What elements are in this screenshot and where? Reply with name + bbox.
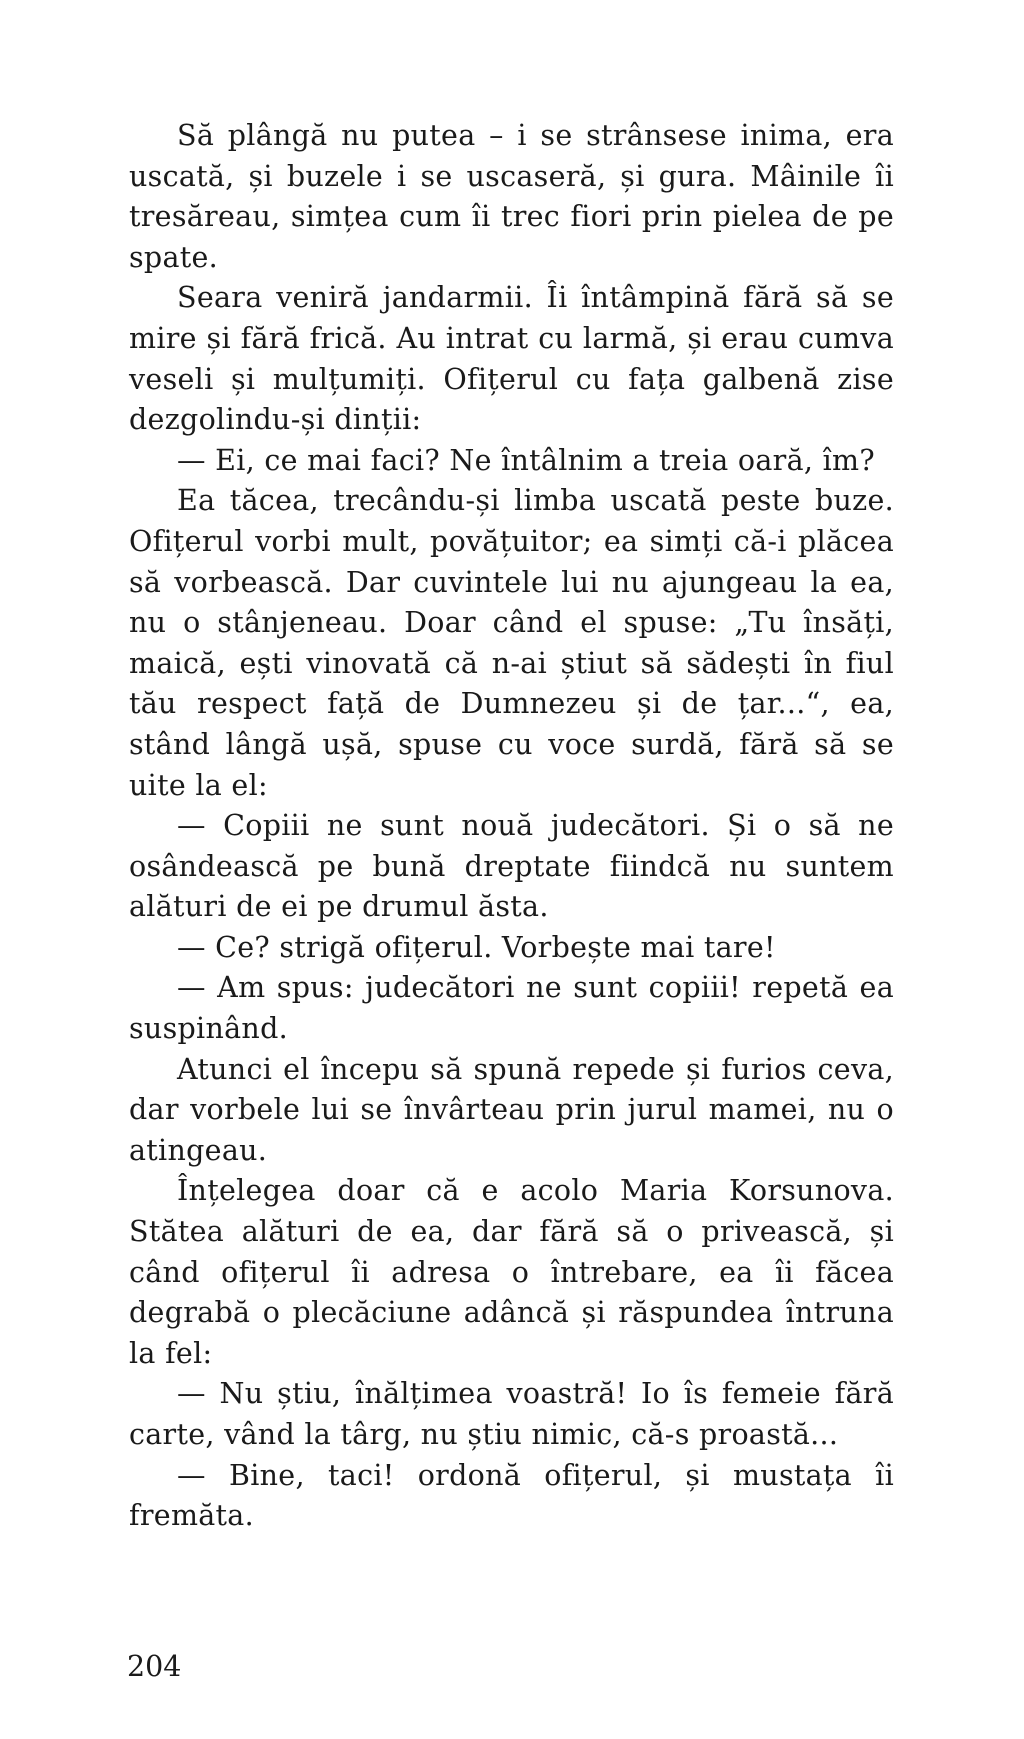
dialogue-paragraph: — Copiii ne sunt nouă judecători. Și o să ne osândească pe bună dreptate fiindcă nu suntem alături de ei pe drumul ăsta. xyxy=(129,809,894,924)
paragraph: Ea tăcea, trecându-și limba uscată peste buze. Ofițerul vorbi mult, povățuitor; ea simți că-i plăcea să vorbească. Dar cuvintele lui nu ajungeau la ea, nu o stânjeneau. Doar când el spuse: „Tu însăți, maică, ești vinovată că n-ai știut să sădești în fiul tău respect față de Dumnezeu și de țar...“, ea, stând lângă ușă, spuse cu voce surdă, fără să se uite la el: xyxy=(129,484,894,802)
dialogue-paragraph: — Nu știu, înălțimea voastră! Io îs femeie fără carte, vând la târg, nu știu nimic, că-s proastă... xyxy=(129,1377,894,1451)
dialogue-paragraph: — Ei, ce mai faci? Ne întâlnim a treia oară, îm? xyxy=(177,443,875,477)
paragraph: Seara veniră jandarmii. Îi întâmpină fără să se mire și fără frică. Au intrat cu larmă, și erau cumva veseli și mulțumiți. Ofițerul cu fața galbenă zise dezgolindu-și dinții: xyxy=(129,281,894,437)
paragraph: Să plângă nu putea – i se strânsese inima, era uscată, și buzele i se uscaseră, și gura. Mâinile îi tresăreau, simțea cum îi trec fiori prin pielea de pe spate. xyxy=(129,119,894,274)
dialogue-paragraph: — Am spus: judecători ne sunt copiii! repetă ea suspinând. xyxy=(129,971,894,1046)
body-text xyxy=(129,116,894,1537)
paragraph: Înțelegea doar că e acolo Maria Korsunova. Stătea alături de ea, dar fără să o privească, și când ofițerul îi adresa o întrebare, ea îi făcea degrabă o plecăciune adâncă și răspundea întruna la fel: xyxy=(129,1174,894,1370)
page-number: 204 xyxy=(127,1650,182,1683)
dialogue-paragraph: — Bine, taci! ordonă ofițerul, și mustața îi fremăta. xyxy=(129,1458,894,1533)
dialogue-paragraph: — Ce? strigă ofițerul. Vorbește mai tare! xyxy=(177,930,776,964)
paragraph: Atunci el începu să spună repede și furios ceva, dar vorbele lui se învârteau prin jurul mamei, nu o atingeau. xyxy=(129,1052,894,1167)
